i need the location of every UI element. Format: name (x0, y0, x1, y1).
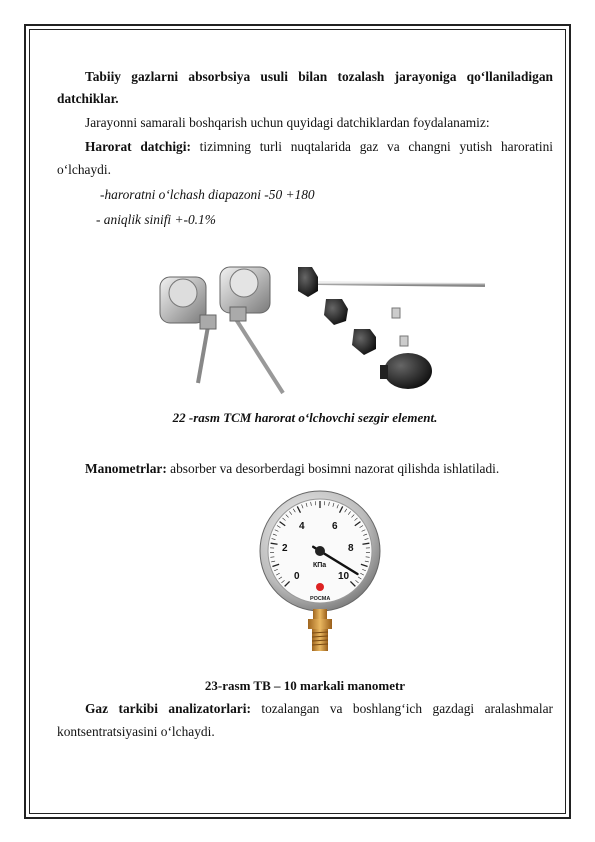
gauge-brand: РОСМА (310, 596, 331, 602)
temperature-sensor-text-line2: o‘lchaydi. (57, 162, 111, 177)
temperature-sensor-paragraph (57, 137, 553, 157)
section-heading-line1: Tabiiy gazlarni absorbsiya usuli bilan tozalash jarayoniga qo‘llaniladigan (85, 69, 553, 84)
temperature-sensor-label: Harorat datchigi: (85, 139, 191, 154)
gauge-unit: КПа (313, 562, 327, 569)
manometer-paragraph (57, 459, 553, 479)
temperature-accuracy: - aniqlik sinifi +-0.1% (96, 212, 216, 227)
gas-analyzer-text: tozalangan va boshlang‘ich gazdagi aralashmalar (250, 701, 553, 716)
gauge-number: 0 (294, 571, 300, 582)
gauge-number: 6 (332, 521, 338, 532)
gauge-number: 8 (348, 543, 354, 554)
manometer-label: Manometrlar: (85, 461, 167, 476)
gauge-number: 2 (282, 543, 288, 554)
gauge-number: 4 (299, 521, 305, 532)
section-heading-line2: datchiklar. (57, 91, 119, 106)
thermo-sensors-image (140, 255, 500, 400)
gas-analyzer-label: Gaz tarkibi analizatorlari: (85, 701, 251, 716)
gas-analyzer-paragraph (57, 699, 553, 719)
intro-paragraph: Jarayonni samarali boshqarish uchun quyidagi datchiklardan foydalanamiz: (85, 115, 490, 130)
pressure-gauge-image (255, 487, 385, 657)
figure-23-caption: 23-rasm TB – 10 markali manometr (204, 678, 406, 693)
gas-analyzer-text-line2: kontsentratsiyasini o‘lchaydi. (57, 724, 215, 739)
manometer-text: absorber va desorberdagi bosimni nazorat qilishda ishlatiladi. (166, 461, 500, 476)
gauge-number: 10 (338, 571, 350, 582)
temperature-range: -haroratni o‘lchash diapazoni -50 +180 (100, 187, 315, 202)
figure-22-caption: 22 -rasm TCM harorat o‘lchovchi sezgir element. (172, 410, 438, 425)
temperature-sensor-text: tizimning turli nuqtalarida gaz va changni yutish haroratini (190, 139, 553, 154)
